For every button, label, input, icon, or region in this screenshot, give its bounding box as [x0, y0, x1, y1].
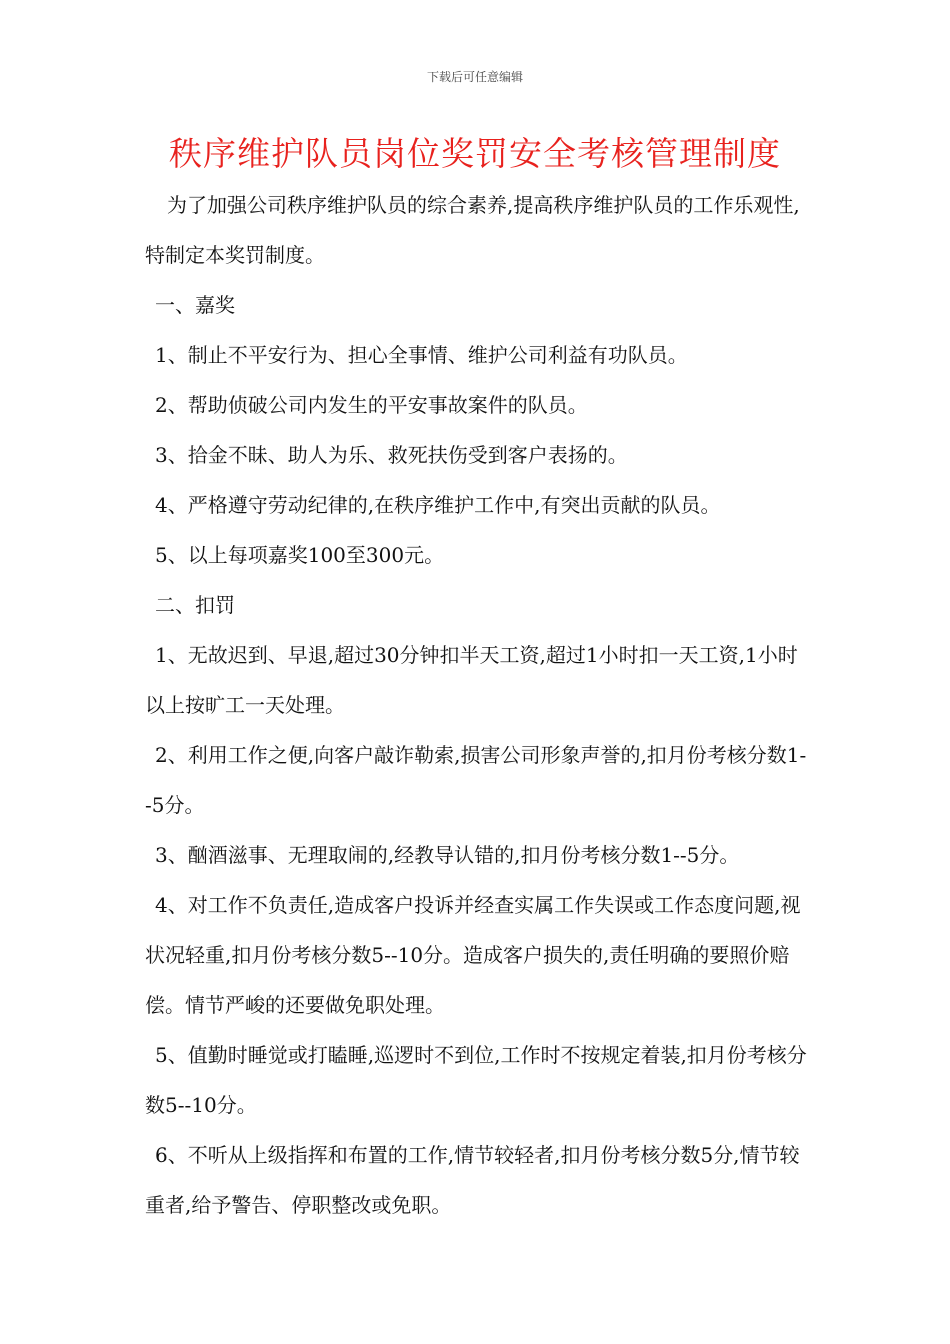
penalty-item: 3、酗酒滋事、无理取闹的,经教导认错的,扣月份考核分数1--5分。: [155, 843, 740, 867]
reward-item: 3、拾金不昧、助人为乐、救死扶伤受到客户表扬的。: [155, 443, 628, 467]
reward-item: 4、严格遵守劳动纪律的,在秩序维护工作中,有突出贡献的队员。: [155, 493, 721, 517]
penalty-item: 1、无故迟到、早退,超过30分钟扣半天工资,超过1小时扣一天工资,1小时以上按旷工一天处理。: [145, 643, 798, 717]
reward-item: 2、帮助侦破公司内发生的平安事故案件的队员。: [155, 393, 588, 417]
penalty-item: 2、利用工作之便,向客户敲诈勒索,损害公司形象声誉的,扣月份考核分数1--5分。: [145, 743, 807, 817]
document-title: 秩序维护队员岗位奖罚安全考核管理制度: [169, 134, 781, 173]
document-body: [145, 180, 810, 1230]
reward-item: 1、制止不平安行为、担心全事情、维护公司利益有功队员。: [155, 343, 688, 367]
penalty-item: 5、值勤时睡觉或打瞌睡,巡逻时不到位,工作时不按规定着装,扣月份考核分数5--10分。: [145, 1043, 807, 1117]
reward-item: 5、以上每项嘉奖100至300元。: [155, 543, 445, 567]
section-heading-rewards: 一、嘉奖: [155, 293, 235, 317]
penalty-item: 6、不听从上级指挥和布置的工作,情节较轻者,扣月份考核分数5分,情节较重者,给予警告、停职整改或免职。: [145, 1143, 800, 1217]
intro-paragraph: 为了加强公司秩序维护队员的综合素养,提高秩序维护队员的工作乐观性,特制定本奖罚制度。: [145, 193, 800, 267]
page-header: 下载后可任意编辑: [426, 70, 523, 84]
section-heading-penalties: 二、扣罚: [155, 593, 235, 617]
penalty-item: 4、对工作不负责任,造成客户投诉并经查实属工作失误或工作态度问题,视状况轻重,扣月份考核分数5--10分。造成客户损失的,责任明确的要照价赔偿。情节严峻的还要做免职处理。: [145, 893, 801, 1017]
